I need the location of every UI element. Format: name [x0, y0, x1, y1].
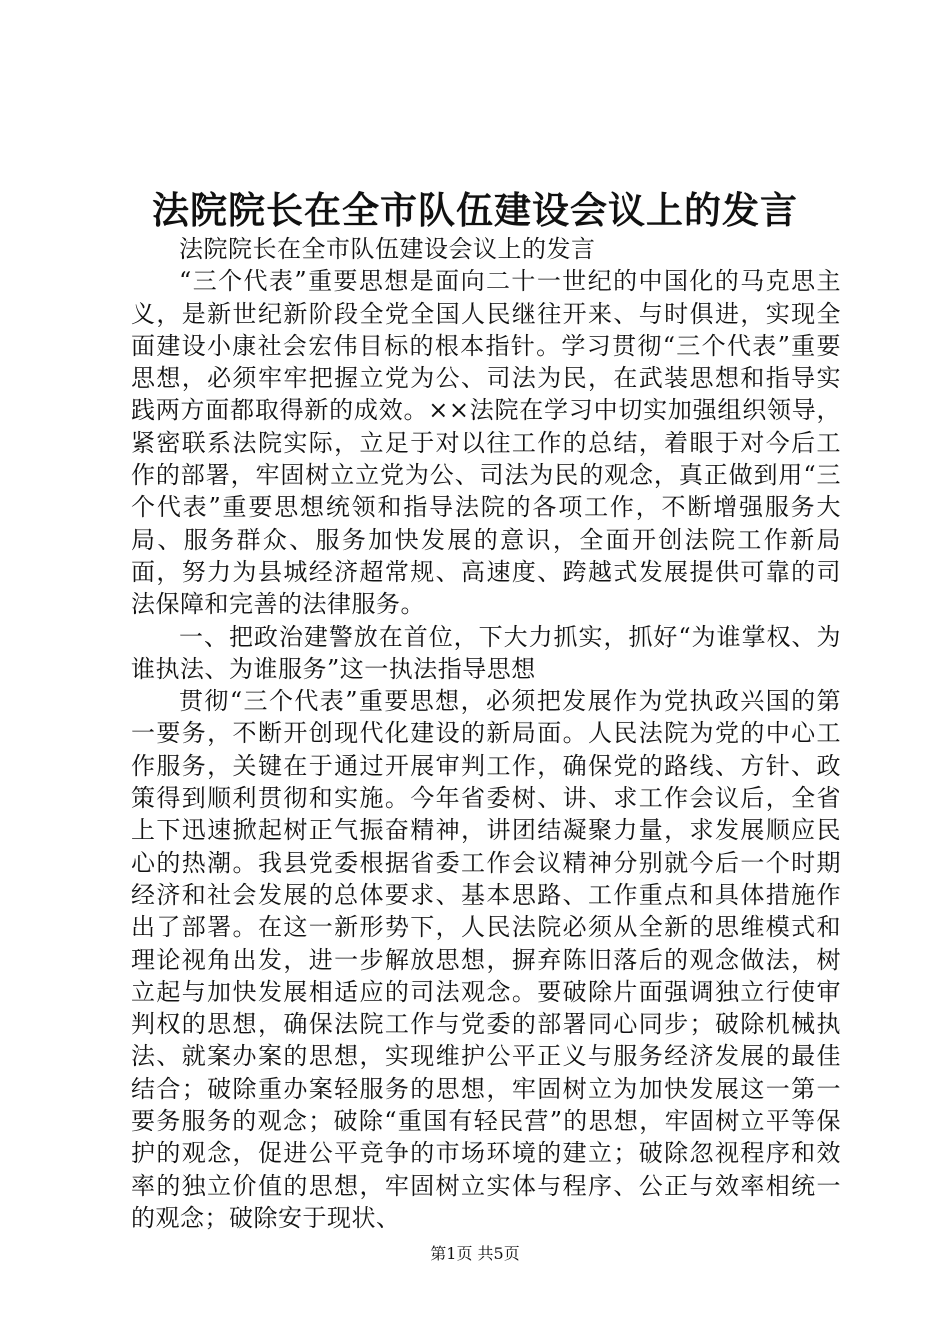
paragraph-section-body: 贯彻“三个代表”重要思想，必须把发展作为党执政兴国的第一要务，不断开创现代化建设的新局面。人民法院为党的中心工作服务，关键在于通过开展审判工作，确保党的路线、方针、政策得到顺利贯彻和实施。今年省委树、讲、求工作会议后，全省上下迅速掀起树正气振奋精神，讲团结凝聚力量，求发展顺应民心的热潮。我县党委根据省委工作会议精神分别就今后一个时期经济和社会发展的总体要求、基本思路、工作重点和具体措施作出了部署。在这一新形势下，人民法院必须从全新的思维模式和理论视角出发，进一步解放思想，摒弃陈旧落后的观念做法，树立起与加快发展相适应的司法观念。要破除片面强调独立行使审判权的思想，确保法院工作与党委的部署同心同步；破除机械执法、就案办案的思想，实现维护公平正义与服务经济发展的最佳结合；破除重办案轻服务的思想，牢固树立为加快发展这一第一要务服务的观念；破除“重国有轻民营”的思想，牢固树立平等保护的观念，促进公平竞争的市场环境的建立；破除忽视程序和效率的独立价值的思想，牢固树立实体与程序、公正与效率相统一的观念；破除安于现状、	[131, 687, 841, 1232]
paragraph-section-heading: 一、把政治建警放在首位，下大力抓实，抓好“为谁掌权、为谁执法、为谁服务”这一执法指导思想	[131, 622, 841, 683]
document-body	[131, 233, 841, 1234]
page-number-footer: 第1页 共5页	[430, 1244, 520, 1263]
document-title: 法院院长在全市队伍建设会议上的发言	[152, 188, 798, 232]
paragraph-intro: “三个代表”重要思想是面向二十一世纪的中国化的马克思主义，是新世纪新阶段全党全国人民继往开来、与时俱进，实现全面建设小康社会宏伟目标的根本指针。学习贯彻“三个代表”重要思想，必须牢牢把握立党为公、司法为民，在武装思想和指导实践两方面都取得新的成效。××法院在学习中切实加强组织领导，紧密联系法院实际，立足于对以往工作的总结，着眼于对今后工作的部署，牢固树立立党为公、司法为民的观念，真正做到用“三个代表”重要思想统领和指导法院的各项工作，不断增强服务大局、服务群众、服务加快发展的意识，全面开创法院工作新局面，努力为县城经济超常规、高速度、跨越式发展提供可靠的司法保障和完善的法律服务。	[131, 267, 841, 619]
paragraph-subtitle: 法院院长在全市队伍建设会议上的发言	[179, 235, 596, 263]
